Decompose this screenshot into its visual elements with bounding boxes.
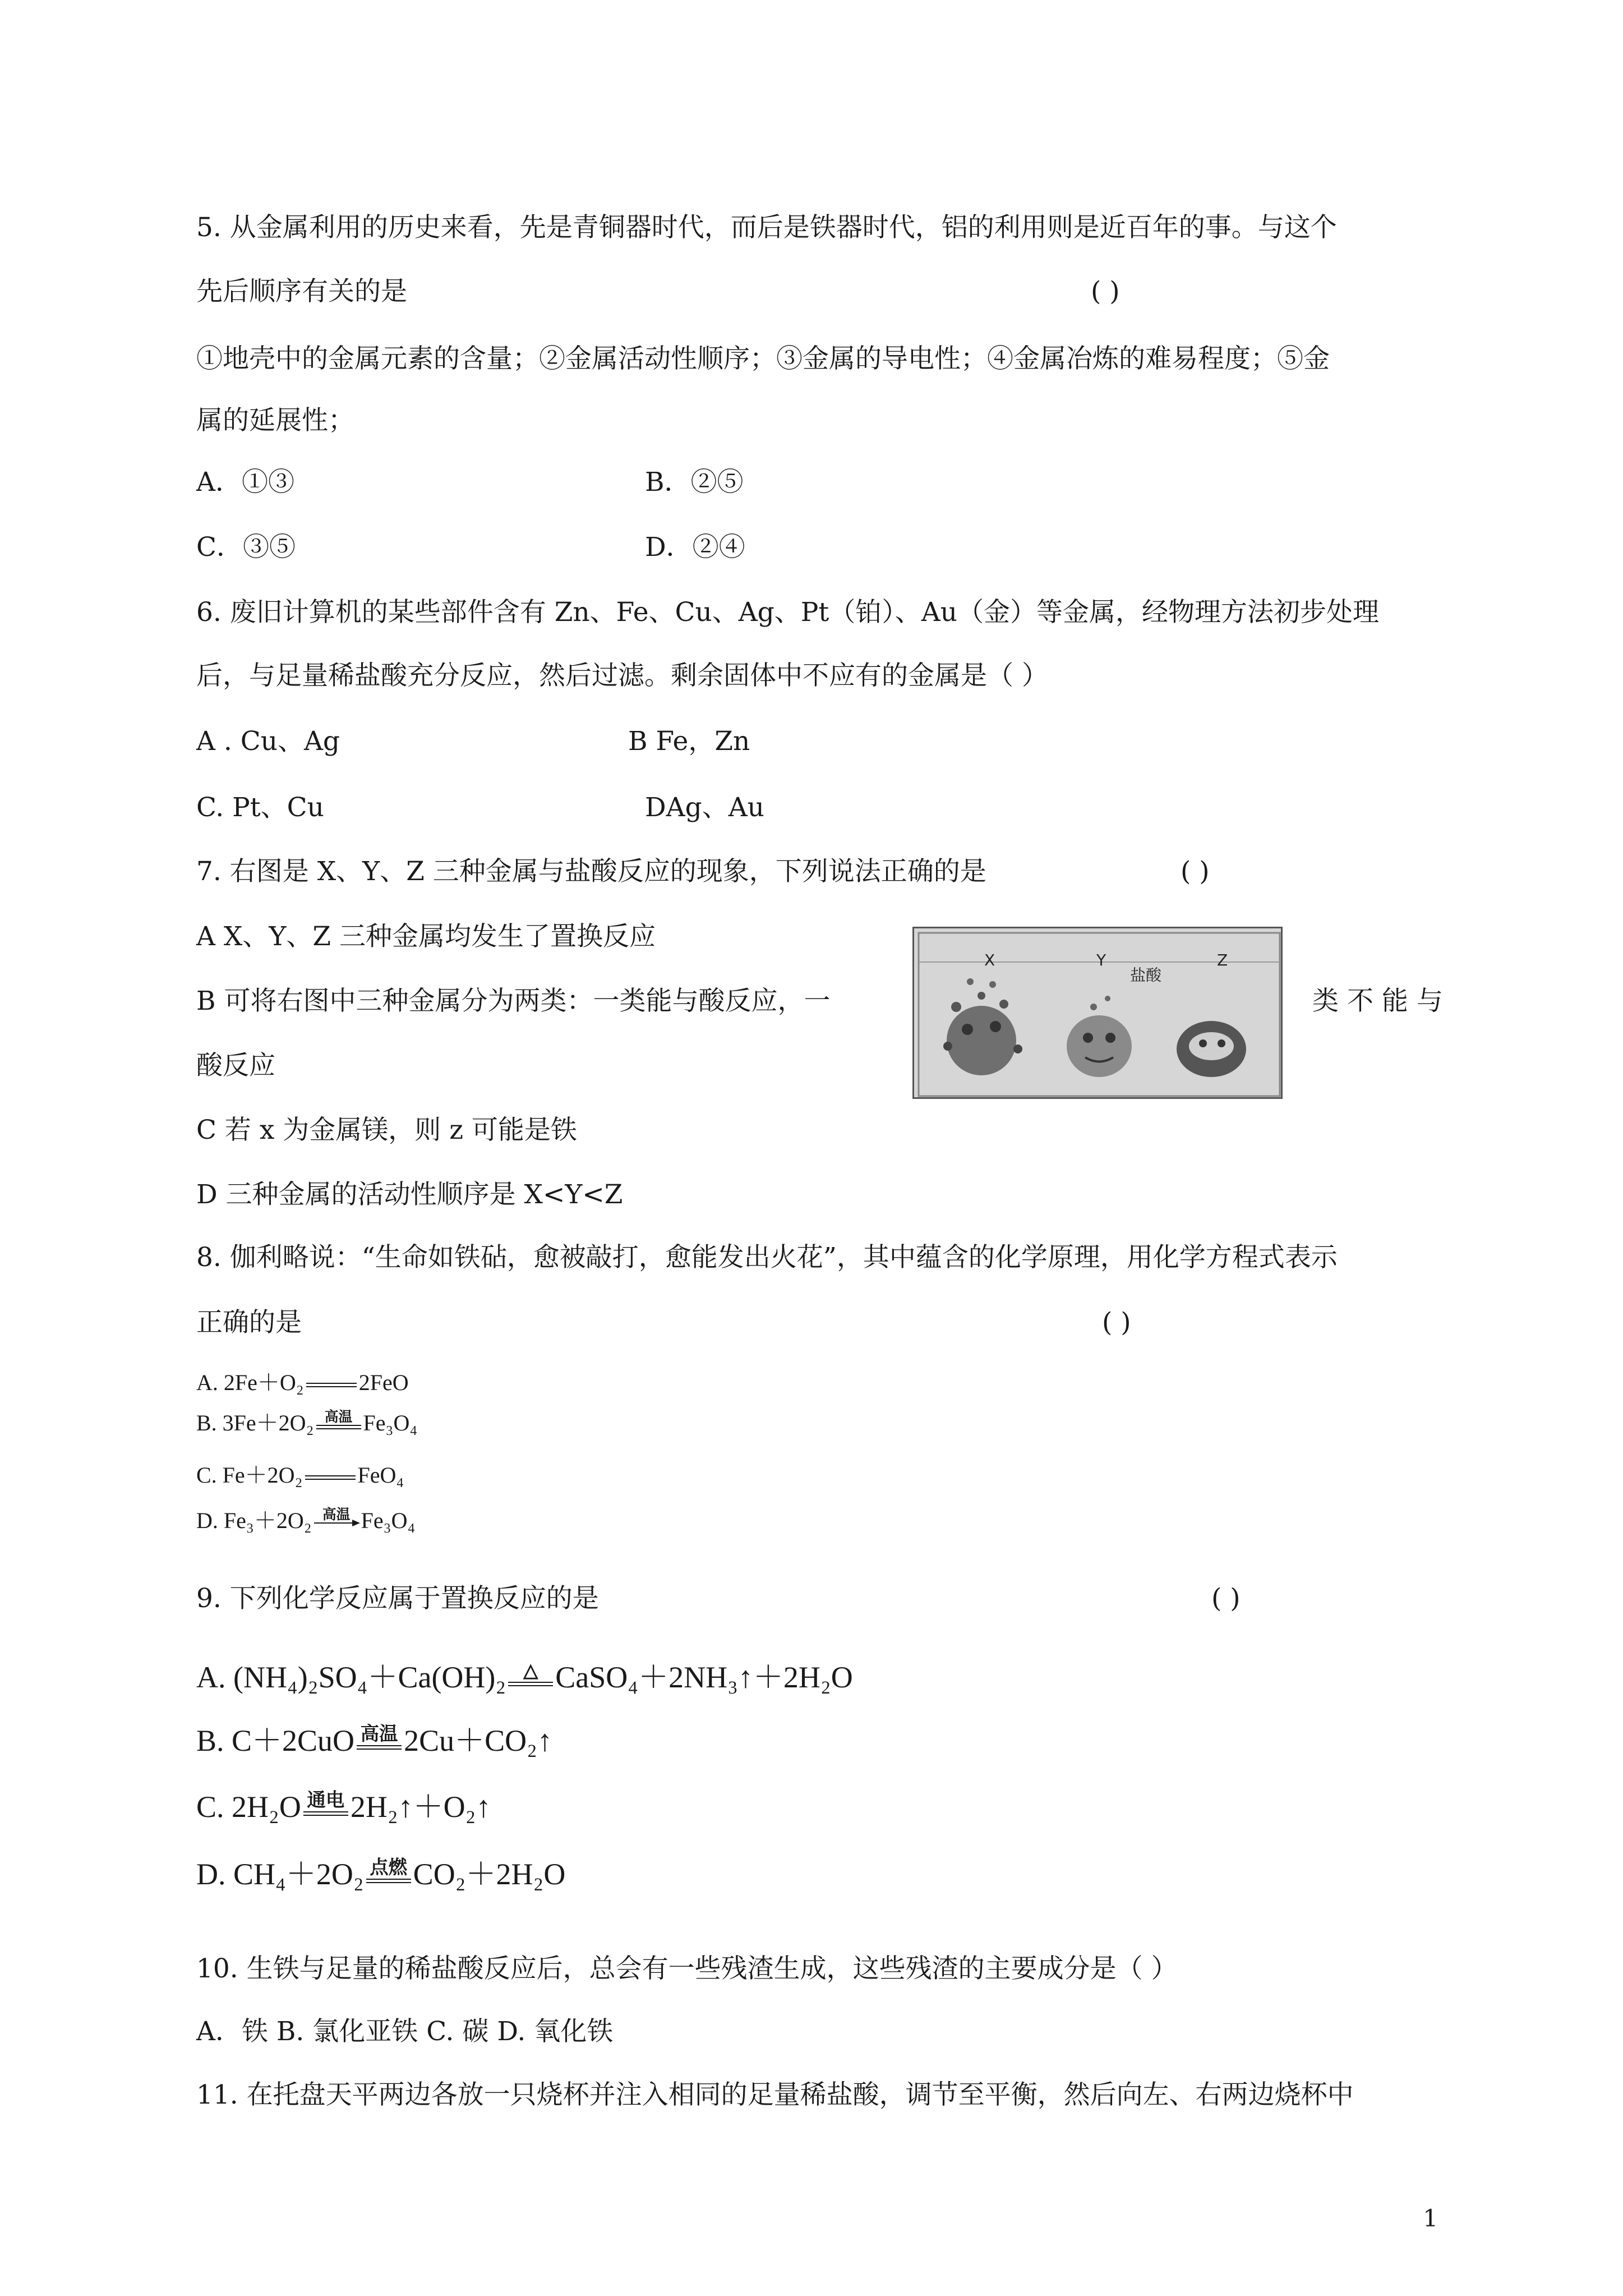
- q10-options: A．铁 B. 氯化亚铁 C. 碳 D. 氧化铁: [196, 2016, 614, 2047]
- q9-line1: 9. 下列化学反应属于置换反应的是: [196, 1583, 599, 1614]
- q7-option-b-line3: 酸反应: [196, 1050, 275, 1081]
- q11-line1: 11. 在托盘天平两边各放一只烧杯并注入相同的足量稀盐酸，调节至平衡，然后向左、右两边烧杯中: [196, 2079, 1354, 2110]
- q7-answer-paren: ( ): [1181, 856, 1210, 887]
- metal-z-icon: [1177, 1021, 1246, 1077]
- figure-label-acid: 盐酸: [1130, 966, 1162, 984]
- q9-option-d: D. CH₄＋2O₂ 点燃 CO₂＋2H₂O: [196, 1857, 566, 1891]
- q7-option-c: C 若 x 为金属镁，则 z 可能是铁: [196, 1115, 577, 1145]
- q9-answer-paren: ( ): [1211, 1583, 1241, 1614]
- q9-option-a: A. (NH₄)₂SO₄＋Ca(OH)₂ △ CaSO₄＋2NH₃↑＋2H₂O: [196, 1660, 853, 1694]
- q6-option-c: C. Pt、Cu: [196, 792, 324, 823]
- q5-line1: 5. 从金属利用的历史来看，先是青铜器时代，而后是铁器时代，铝的利用则是近百年的事。与这个: [196, 212, 1337, 243]
- figure-label-x: X: [984, 951, 995, 969]
- metal-acid-reaction-figure: [912, 927, 1283, 1099]
- q6-option-d: DAg、Au: [645, 792, 764, 823]
- figure-label-z: Z: [1217, 951, 1228, 969]
- q6-option-b: B Fe，Zn: [628, 726, 750, 757]
- q8-line1: 8. 伽利略说：“生命如铁砧，愈被敲打，愈能发出火花”，其中蕴含的化学原理，用化学方程式表示: [196, 1242, 1338, 1273]
- q7-line1: 7. 右图是 X、Y、Z 三种金属与盐酸反应的现象，下列说法正确的是: [196, 856, 986, 887]
- q6-line2: 后，与足量稀盐酸充分反应，然后过滤。剩余固体中不应有的金属是（ ）: [196, 660, 1048, 691]
- q7-option-d: D 三种金属的活动性顺序是 X<Y<Z: [196, 1179, 623, 1210]
- q10-line1: 10. 生铁与足量的稀盐酸反应后，总会有一些残渣生成，这些残渣的主要成分是（ ）: [196, 1953, 1178, 1984]
- figure-label-y: Y: [1096, 951, 1106, 969]
- q5-statements-line2: 属的延展性；: [196, 405, 354, 436]
- q8-option-d: D. Fe₃＋2O₂ 高温 Fe₃O₄: [196, 1507, 416, 1533]
- q8-option-c: C. Fe＋2O₂ FeO₄: [196, 1462, 404, 1488]
- page-number: 1: [1423, 2205, 1438, 2232]
- q7-option-b-line2: 类 不 能 与: [1312, 986, 1443, 1016]
- q6-line1: 6. 废旧计算机的某些部件含有 Zn、Fe、Cu、Ag、Pt（铂）、Au（金）等金属，经物理方法初步处理: [196, 597, 1379, 628]
- q8-option-b: B. 3Fe＋2O₂ 高温 Fe₃O₄: [196, 1409, 418, 1435]
- q8-option-a: A. 2Fe＋O₂ 2FeO: [196, 1370, 409, 1395]
- q8-line2: 正确的是: [196, 1307, 302, 1338]
- q9-option-b: B. C＋2CuO 高温 2Cu＋CO₂↑: [196, 1724, 552, 1757]
- q7-option-a: A X、Y、Z 三种金属均发生了置换反应: [196, 921, 656, 952]
- q9-option-c: C. 2H₂O 通电 2H₂↑＋O₂↑: [196, 1790, 491, 1824]
- q5-option-c: C．③⑤: [196, 532, 296, 563]
- q5-option-a: A．①③: [196, 467, 294, 498]
- q8-answer-paren: ( ): [1102, 1307, 1131, 1338]
- q5-statements-line1: ①地壳中的金属元素的含量；②金属活动性顺序；③金属的导电性；④金属冶炼的难易程度；⑤金: [196, 343, 1330, 374]
- q5-option-b: B．②⑤: [645, 467, 744, 498]
- q5-answer-paren: ( ): [1091, 276, 1120, 307]
- q6-option-a: A . Cu、Ag: [196, 726, 340, 757]
- q7-option-b-line1: B 可将右图中三种金属分为两类：一类能与酸反应，一: [196, 986, 831, 1016]
- q5-line2: 先后顺序有关的是: [196, 276, 407, 307]
- q5-option-d: D．②④: [645, 532, 745, 563]
